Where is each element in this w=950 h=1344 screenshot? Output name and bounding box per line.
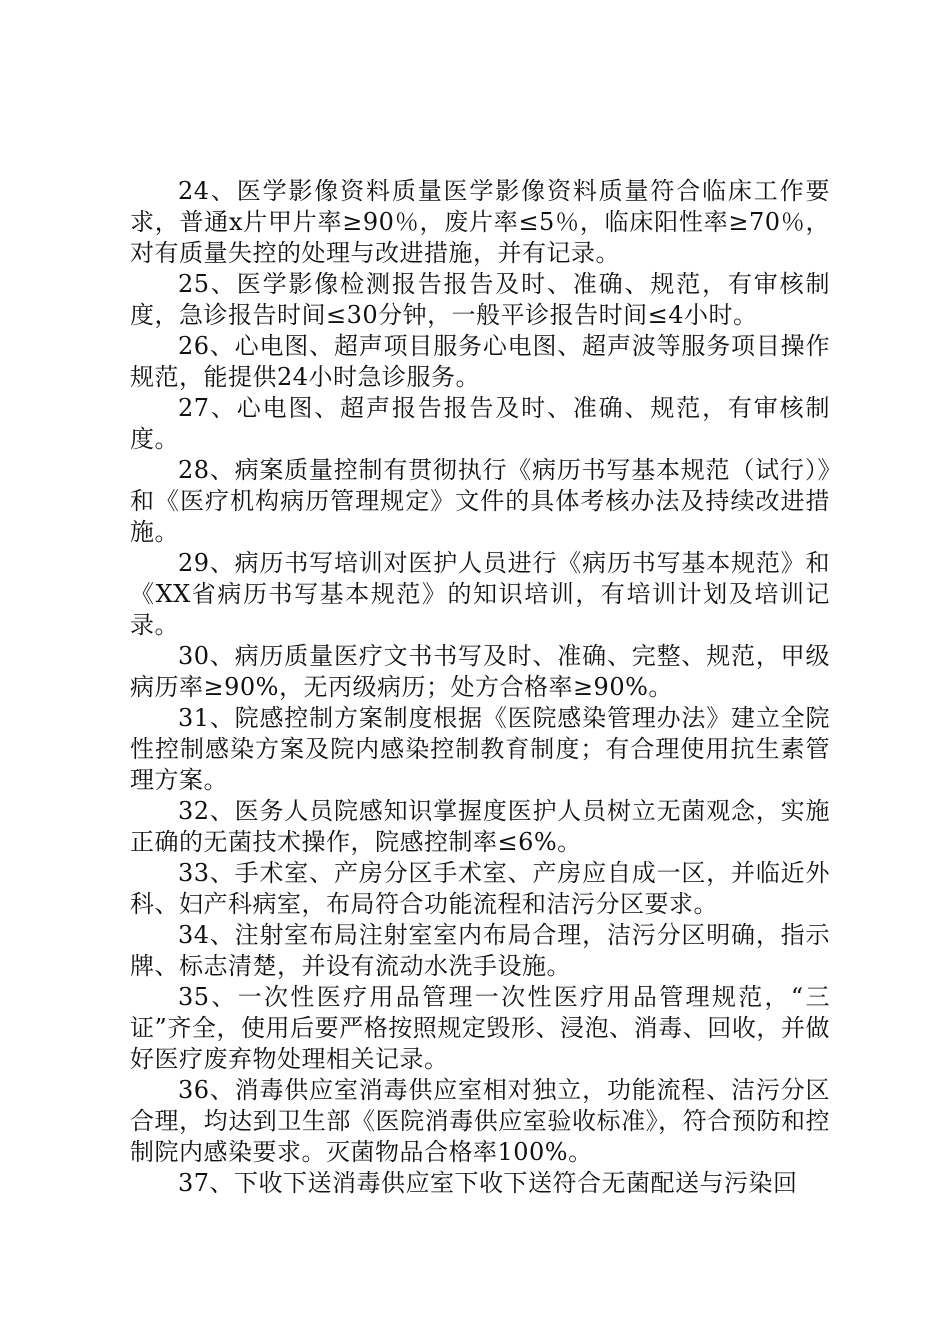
paragraph-36: 36、消毒供应室消毒供应室相对独立，功能流程、洁污分区合理，均达到卫生部《医院消毒供应室验收标准》，符合预防和控制院内感染要求。灭菌物品合格率100%。 — [130, 1076, 830, 1166]
paragraph-35: 35、一次性医疗用品管理一次性医疗用品管理规范，“三证”齐全，使用后要严格按照规定毁形、浸泡、消毒、回收，并做好医疗废弃物处理相关记录。 — [130, 983, 830, 1073]
paragraph-34: 34、注射室布局注射室室内布局合理，洁污分区明确，指示牌、标志清楚，并设有流动水洗手设施。 — [130, 921, 830, 980]
paragraph-30: 30、病历质量医疗文书书写及时、准确、完整、规范，甲级病历率≥90%，无丙级病历；处方合格率≥90%。 — [130, 642, 830, 701]
paragraph-26: 26、心电图、超声项目服务心电图、超声波等服务项目操作规范，能提供24小时急诊服务。 — [130, 332, 830, 391]
paragraph-27: 27、心电图、超声报告报告及时、准确、规范，有审核制度。 — [130, 394, 830, 453]
paragraph-32: 32、医务人员院感知识掌握度医护人员树立无菌观念，实施正确的无菌技术操作，院感控制率≤6%。 — [130, 797, 830, 856]
paragraph-33: 33、手术室、产房分区手术室、产房应自成一区，并临近外科、妇产科病室，布局符合功能流程和洁污分区要求。 — [130, 859, 830, 918]
paragraph-29: 29、病历书写培训对医护人员进行《病历书写基本规范》和《XX省病历书写基本规范》的知识培训，有培训计划及培训记录。 — [130, 549, 830, 639]
paragraph-28: 28、病案质量控制有贯彻执行《病历书写基本规范（试行）》和《医疗机构病历管理规定》文件的具体考核办法及持续改进措施。 — [130, 456, 830, 546]
paragraph-25: 25、医学影像检测报告报告及时、准确、规范，有审核制度，急诊报告时间≤30分钟，一般平诊报告时间≤4小时。 — [130, 270, 830, 329]
paragraph-37: 37、下收下送消毒供应室下收下送符合无菌配送与污染回 — [178, 1169, 798, 1197]
paragraph-31: 31、院感控制方案制度根据《医院感染管理办法》建立全院性控制感染方案及院内感染控制教育制度；有合理使用抗生素管理方案。 — [130, 704, 830, 794]
paragraph-24: 24、医学影像资料质量医学影像资料质量符合临床工作要求，普通x片甲片率≥90％，废片率≤5％，临床阳性率≥70％，对有质量失控的处理与改进措施，并有记录。 — [130, 177, 830, 267]
document-body — [130, 176, 830, 1199]
